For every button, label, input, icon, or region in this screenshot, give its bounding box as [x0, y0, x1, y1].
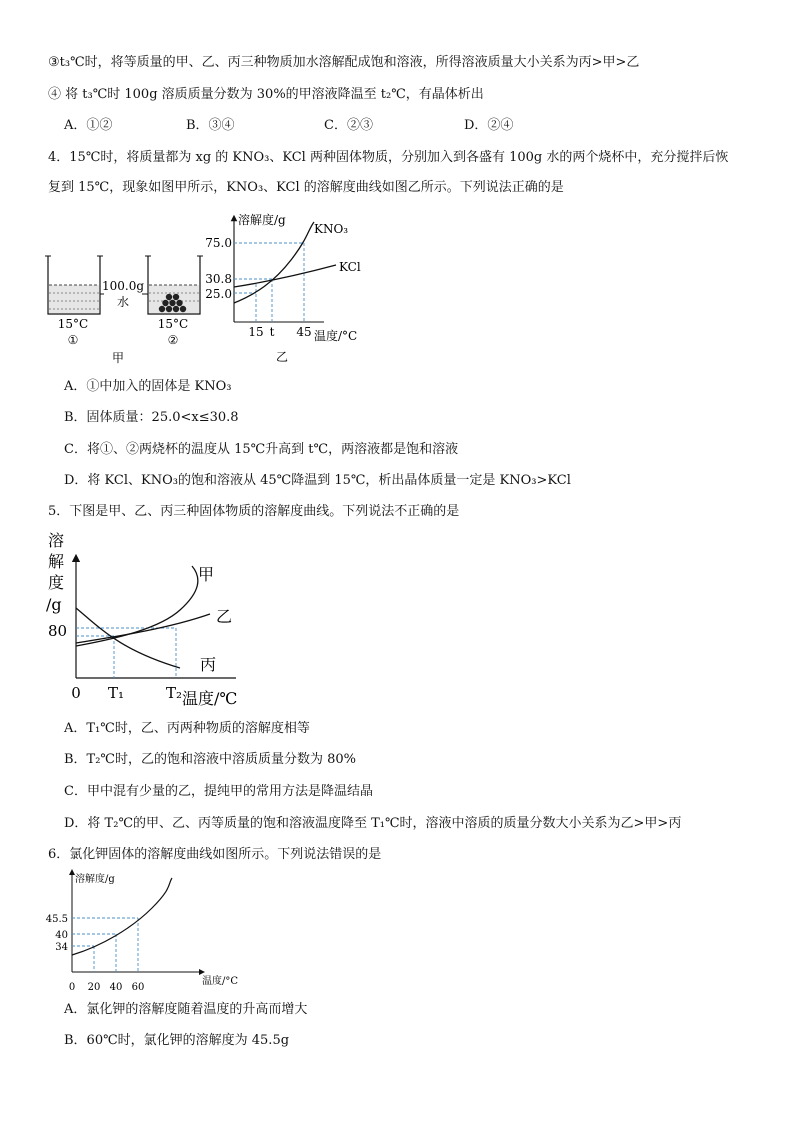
series-label-jia: 甲 [198, 565, 215, 584]
y-axis-label: 溶解度/g [75, 874, 115, 885]
y-tick-80: 80 [48, 622, 68, 640]
q5-stem: 5．下图是甲、乙、丙三种固体物质的溶解度曲线。下列说法不正确的是 [48, 504, 460, 519]
q4-option-d: D．将 KCl、KNO₃的饱和溶液从 45℃降温到 15℃，析出晶体质量一定是 KNO₃>KCl [64, 473, 571, 488]
svg-text:解: 解 [48, 552, 65, 571]
x-axis-label: 温度/°C [202, 976, 239, 987]
beaker-2 [145, 256, 203, 314]
x-tick-40: 40 [109, 982, 123, 993]
y-tick-45-5: 45.5 [45, 914, 68, 925]
q4-stem-line2: 复到 15℃，现象如图甲所示，KNO₃、KCl 的溶解度曲线如图乙所示。下列说法正确的是 [48, 180, 564, 195]
q3-option-b: B．③④ [186, 118, 235, 133]
figure-yi-caption: 乙 [275, 350, 289, 364]
y-tick-30-8: 30.8 [205, 272, 232, 286]
yi-curve [76, 614, 210, 643]
y-tick-34: 34 [55, 942, 68, 953]
y-axis-label: 溶解度/g [238, 213, 286, 227]
y-tick-25: 25.0 [205, 287, 232, 301]
q5-option-a: A．T₁℃时，乙、丙两种物质的溶解度相等 [64, 721, 310, 736]
q4-beaker-figure [40, 248, 210, 368]
q6-option-b: B．60℃时，氯化钾的溶解度为 45.5g [64, 1033, 290, 1048]
kno3-curve [234, 222, 314, 303]
beaker-1-temp: 15°C [57, 317, 89, 331]
q4-solubility-chart [196, 208, 376, 368]
figure-jia-caption: 甲 [111, 351, 125, 365]
x-tick-t: t [269, 325, 275, 339]
x-tick-20: 20 [87, 982, 101, 993]
q4-option-b: B．固体质量：25.0<x≤30.8 [64, 410, 239, 425]
beaker-2-number: ② [167, 333, 179, 347]
series-label-kcl: KCl [339, 260, 361, 274]
q5-solubility-chart [40, 528, 270, 712]
origin-label: 0 [71, 684, 81, 702]
x-axis-label: 温度/℃ [182, 689, 238, 708]
x-tick-0: 0 [68, 982, 76, 993]
svg-text:溶: 溶 [48, 531, 65, 550]
q6-solubility-chart [42, 866, 272, 996]
q6-stem: 6．氯化钾固体的溶解度曲线如图所示。下列说法错误的是 [48, 847, 382, 862]
svg-text:/g: /g [46, 595, 62, 614]
q4-option-c: C．将①、②两烧杯的温度从 15℃升高到 t℃，两溶液都是饱和溶液 [64, 442, 459, 457]
bing-curve [76, 608, 180, 668]
x-tick-t1: T₁ [107, 684, 125, 702]
jia-curve [76, 566, 198, 646]
q5-option-c: C．甲中混有少量的乙，提纯甲的常用方法是降温结晶 [64, 784, 373, 799]
x-axis-label: 温度/°C [314, 329, 358, 343]
q3-option-a: A．①② [64, 118, 113, 133]
series-label-bing: 丙 [200, 655, 217, 674]
q3-option-d: D．②④ [464, 118, 514, 133]
x-tick-t2: T₂ [165, 684, 183, 702]
q5-option-b: B．T₂℃时，乙的饱和溶液中溶质质量分数为 80% [64, 752, 357, 767]
series-label-kno3: KNO₃ [314, 222, 349, 236]
q3-option-c: C．②③ [324, 118, 373, 133]
x-tick-15: 15 [248, 325, 264, 339]
svg-text:度: 度 [48, 573, 65, 592]
y-tick-40: 40 [55, 930, 68, 941]
statement-4: ④ 将 t₃℃时 100g 溶质质量分数为 30%的甲溶液降温至 t₂℃，有晶体析出 [48, 87, 484, 102]
y-axis-label [46, 531, 64, 614]
q6-option-a: A．氯化钾的溶解度随着温度的升高而增大 [64, 1002, 308, 1017]
x-tick-45: 45 [296, 325, 312, 339]
series-label-yi: 乙 [216, 607, 233, 626]
water-label-mass: 100.0g [101, 279, 145, 293]
q4-stem-line1: 4．15℃时，将质量都为 xg 的 KNO₃、KCl 两种固体物质，分别加入到各盛有 100g 水的两个烧杯中，充分搅拌后恢 [48, 150, 729, 165]
beaker-1 [45, 256, 103, 314]
water-label: 水 [116, 295, 130, 309]
kcl-curve [72, 878, 172, 955]
statement-3: ③t₃℃时，将等质量的甲、乙、丙三种物质加水溶解配成饱和溶液，所得溶液质量大小关系为丙>甲>乙 [48, 55, 640, 70]
q5-option-d: D．将 T₂℃的甲、乙、丙等质量的饱和溶液温度降至 T₁℃时，溶液中溶质的质量分数大小关系为乙>甲>丙 [64, 816, 682, 831]
q4-option-a: A．①中加入的固体是 KNO₃ [64, 379, 232, 394]
y-tick-75: 75.0 [205, 236, 232, 250]
beaker-2-temp: 15°C [157, 317, 189, 331]
beaker-1-number: ① [67, 333, 79, 347]
x-tick-60: 60 [131, 982, 145, 993]
kcl-curve [234, 265, 336, 287]
